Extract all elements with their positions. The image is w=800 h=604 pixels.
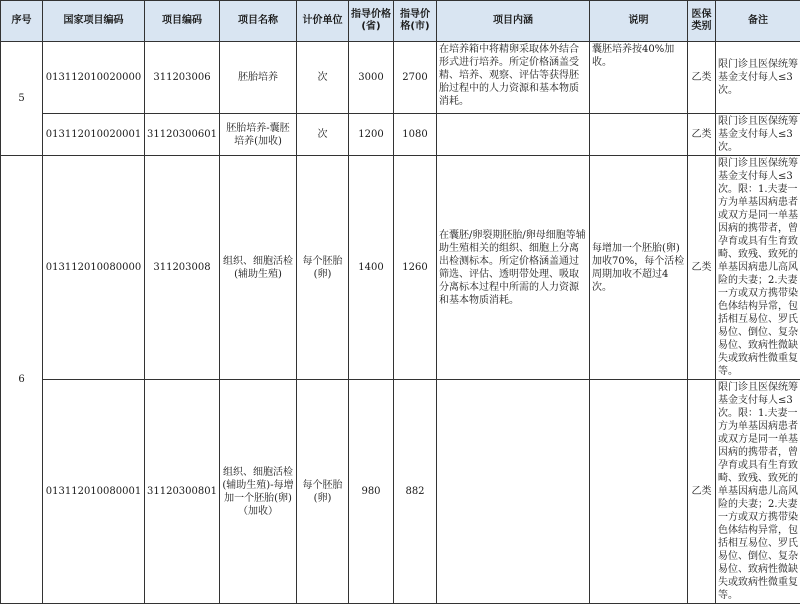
header-national-code: 国家项目编码 xyxy=(43,1,145,42)
unit-cell: 次 xyxy=(297,114,349,156)
item-code-cell: 31120300801 xyxy=(145,380,220,604)
remark-cell: 限门诊且医保统筹基金支付每人≤3次。 xyxy=(716,42,800,114)
note-cell: 囊胚培养按40%加收。 xyxy=(590,42,688,114)
header-content: 项目内涵 xyxy=(437,1,590,42)
content-cell: 在培养箱中将精卵采取体外结合形式进行培养。所定价格涵盖受精、培养、观察、评估等获得胚胎过程中的人力资源和基本物质消耗。 xyxy=(437,42,590,114)
remark-cell: 限门诊且医保统筹基金支付每人≤3次。限：1.夫妻一方为单基因病患者或双方是同一单基因病的携带者，曾孕育或具有生育致畸、致残、致死的单基因病患儿高风险的夫妻；2.夫妻一方或双方携带染色体结构异常，包括相互易位、罗氏易位、倒位、复杂易位、致病性微缺失或致病性微重复等。 xyxy=(716,380,800,604)
item-code-cell: 311203008 xyxy=(145,156,220,380)
header-item-name: 项目名称 xyxy=(220,1,297,42)
header-seq: 序号 xyxy=(1,1,43,42)
header-note: 说明 xyxy=(590,1,688,42)
national-code-cell: 013112010020000 xyxy=(43,42,145,114)
item-name-cell: 胚胎培养 xyxy=(220,42,297,114)
price-province-cell: 1200 xyxy=(349,114,394,156)
national-code-cell: 013112010020001 xyxy=(43,114,145,156)
item-code-cell: 311203006 xyxy=(145,42,220,114)
price-province-cell: 1400 xyxy=(349,156,394,380)
price-city-cell: 1260 xyxy=(394,156,437,380)
table-row xyxy=(1,114,800,156)
price-province-cell: 3000 xyxy=(349,42,394,114)
note-cell: 每增加一个胚胎(卵)加收70%，每个活检周期加收不超过4次。 xyxy=(590,156,688,380)
seq-cell: 6 xyxy=(1,156,43,604)
unit-cell: 次 xyxy=(297,42,349,114)
item-name-cell: 组织、细胞活检(辅助生殖)-每增加一个胚胎(卵)（加收） xyxy=(220,380,297,604)
insurance-cell: 乙类 xyxy=(688,114,716,156)
table-header-row xyxy=(1,1,800,42)
header-price-city: 指导价格(市) xyxy=(394,1,437,42)
note-cell xyxy=(590,114,688,156)
price-city-cell: 1080 xyxy=(394,114,437,156)
price-province-cell: 980 xyxy=(349,380,394,604)
item-code-cell: 31120300601 xyxy=(145,114,220,156)
header-unit: 计价单位 xyxy=(297,1,349,42)
remark-cell: 限门诊且医保统筹基金支付每人≤3次。限：1.夫妻一方为单基因病患者或双方是同一单基因病的携带者，曾孕育或具有生育致畸、致残、致死的单基因病患儿高风险的夫妻；2.夫妻一方或双方携带染色体结构异常，包括相互易位、罗氏易位、倒位、复杂易位、致病性微缺失或致病性微重复等。 xyxy=(716,156,800,380)
insurance-cell: 乙类 xyxy=(688,42,716,114)
remark-cell: 限门诊且医保统筹基金支付每人≤3次。 xyxy=(716,114,800,156)
content-cell xyxy=(437,380,590,604)
note-cell xyxy=(590,380,688,604)
item-name-cell: 组织、细胞活检 (辅助生殖) xyxy=(220,156,297,380)
header-item-code: 项目编码 xyxy=(145,1,220,42)
price-city-cell: 2700 xyxy=(394,42,437,114)
unit-cell: 每个胚胎(卵) xyxy=(297,156,349,380)
insurance-cell: 乙类 xyxy=(688,380,716,604)
price-city-cell: 882 xyxy=(394,380,437,604)
header-remark: 备注 xyxy=(716,1,800,42)
table-row xyxy=(1,380,800,604)
national-code-cell: 013112010080001 xyxy=(43,380,145,604)
insurance-cell: 乙类 xyxy=(688,156,716,380)
unit-cell: 每个胚胎(卵) xyxy=(297,380,349,604)
table-row xyxy=(1,42,800,114)
content-cell: 在囊胚/卵裂期胚胎/卵母细胞等辅助生殖相关的组织、细胞上分离出检测标本。所定价格涵盖通过筛选、评估、透明带处理、吸取分离标本过程中所需的人力资源和基本物质消耗。 xyxy=(437,156,590,380)
table-row xyxy=(1,156,800,380)
header-price-province: 指导价格(省) xyxy=(349,1,394,42)
item-name-cell: 胚胎培养-囊胚培养(加收) xyxy=(220,114,297,156)
national-code-cell: 013112010080000 xyxy=(43,156,145,380)
header-insurance: 医保类别 xyxy=(688,1,716,42)
seq-cell: 5 xyxy=(1,42,43,156)
content-cell xyxy=(437,114,590,156)
